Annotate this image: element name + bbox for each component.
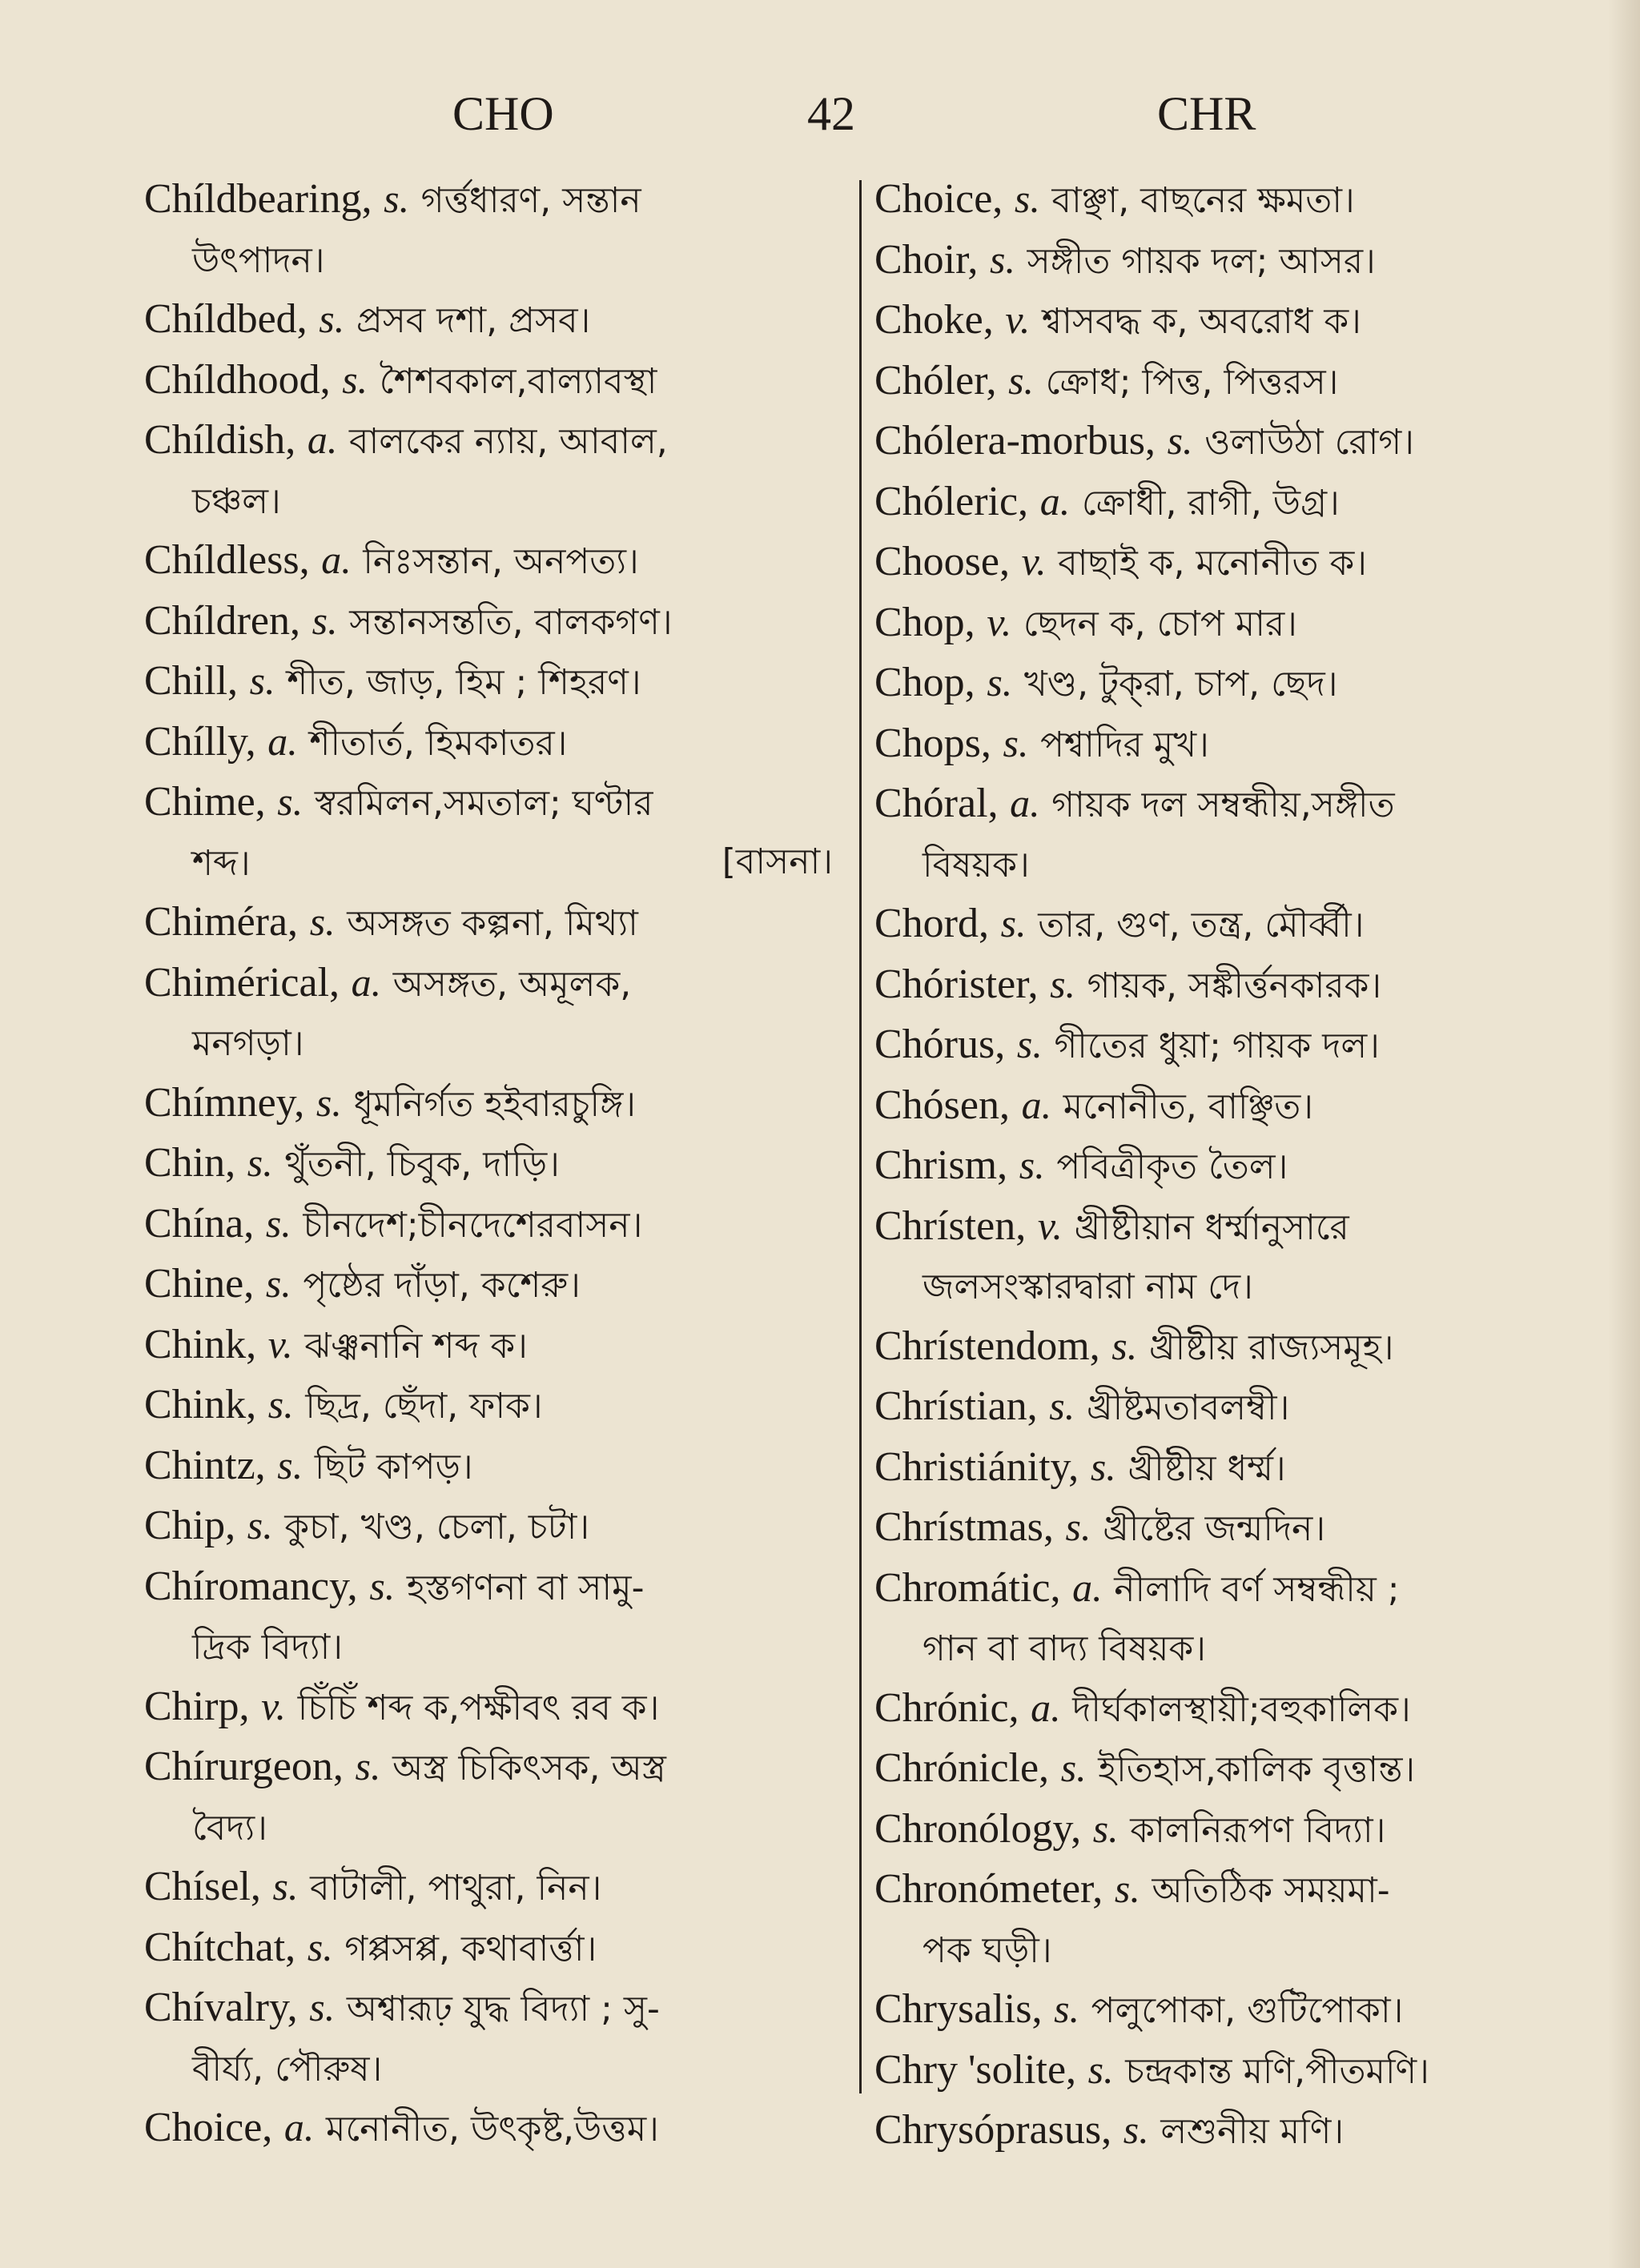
dictionary-entry bbox=[874, 291, 1571, 351]
headword: Chrysóprasus, bbox=[874, 2107, 1112, 2153]
part-of-speech: s. bbox=[265, 1200, 291, 1246]
part-of-speech: v. bbox=[1037, 1202, 1063, 1248]
definition-text: সঙ্গীত গায়ক দল; আসর। bbox=[1027, 240, 1376, 282]
headword: Chord, bbox=[874, 901, 989, 946]
dictionary-entry bbox=[874, 1498, 1571, 1559]
headword: Chítchat, bbox=[144, 1924, 296, 1970]
headword: Chrístian, bbox=[874, 1383, 1038, 1429]
definition-text: পলুপোকা, গুটিপোকা। bbox=[1091, 1990, 1404, 2031]
headword: Chry 'solite, bbox=[874, 2046, 1077, 2093]
headword: Chrístendom, bbox=[874, 1323, 1100, 1369]
definition-text: বীর্য্য, পৌরুষ। bbox=[192, 2048, 383, 2089]
header-right-guideword: CHR bbox=[1157, 87, 1256, 140]
definition-text: শ্বাসবদ্ধ ক, অবরোধ ক। bbox=[1042, 301, 1361, 342]
headword: Chromátic, bbox=[874, 1564, 1061, 1611]
dictionary-entry bbox=[874, 593, 1571, 654]
dictionary-entry bbox=[874, 1739, 1571, 1800]
definition-text: গর্ত্তধারণ, সন্তান bbox=[420, 180, 641, 221]
headword: Chill, bbox=[144, 658, 239, 704]
definition-text: গপ্পসপ্প, কথাবার্ত্তা। bbox=[344, 1928, 597, 1969]
part-of-speech: s. bbox=[1065, 1504, 1091, 1549]
dictionary-entry bbox=[144, 1918, 833, 1979]
part-of-speech: s. bbox=[247, 1140, 273, 1185]
part-of-speech: a. bbox=[351, 959, 382, 1005]
definition-text: খ্রীষ্টের জন্মদিন। bbox=[1103, 1508, 1326, 1549]
part-of-speech: v. bbox=[261, 1683, 287, 1728]
part-of-speech: s. bbox=[355, 1744, 381, 1788]
headword: Chíldbed, bbox=[144, 296, 308, 342]
dictionary-entry bbox=[874, 1679, 1571, 1740]
definition-text: কুচা, খণ্ড, চেলা, চটা। bbox=[284, 1507, 590, 1547]
part-of-speech: s. bbox=[342, 356, 368, 402]
definition-text: খণ্ড, টুক্‌রা, চাপ, ছেদ। bbox=[1023, 664, 1338, 704]
dictionary-entry bbox=[144, 1496, 833, 1557]
headword: Chronómeter, bbox=[874, 1866, 1103, 1912]
definition-text: বাঞ্ছা, বাছনের ক্ষমতা। bbox=[1051, 180, 1355, 221]
column-divider bbox=[859, 180, 862, 2093]
definition-text: নিঃসন্তান, অনপত্য। bbox=[363, 541, 639, 582]
dictionary-entry bbox=[144, 1315, 833, 1376]
part-of-speech: a. bbox=[1031, 1684, 1061, 1730]
entry-continuation bbox=[874, 1619, 1571, 1679]
headword: Chórister, bbox=[874, 961, 1039, 1007]
part-of-speech: s. bbox=[309, 899, 336, 944]
dictionary-entry bbox=[874, 1377, 1571, 1438]
part-of-speech: v. bbox=[267, 1321, 293, 1367]
part-of-speech: s. bbox=[1092, 1805, 1119, 1851]
part-of-speech: a. bbox=[1021, 1082, 1052, 1127]
part-of-speech: v. bbox=[1005, 297, 1031, 342]
definition-text: চন্দ্রকান্ত মণি,পীতমণি। bbox=[1125, 2050, 1429, 2092]
dictionary-entry bbox=[144, 1737, 833, 1798]
headword: Chína, bbox=[144, 1200, 255, 1246]
dictionary-entry bbox=[144, 1194, 833, 1255]
dictionary-entry bbox=[144, 773, 833, 833]
entry-continuation bbox=[144, 833, 833, 893]
headword: Chronólogy, bbox=[874, 1805, 1082, 1852]
part-of-speech: s. bbox=[1090, 1443, 1116, 1489]
definition-text: গায়ক দল সম্বন্ধীয়,সঙ্গীত bbox=[1051, 785, 1395, 825]
definition-text: সন্তানসন্ততি, বালকগণ। bbox=[349, 601, 673, 643]
entry-continuation bbox=[874, 1257, 1571, 1317]
definition-text: অসঙ্গত, অমূলক, bbox=[392, 963, 632, 1005]
part-of-speech: s. bbox=[265, 1261, 291, 1306]
part-of-speech: s. bbox=[1114, 1866, 1140, 1911]
headword: Chílly, bbox=[144, 718, 256, 765]
definition-text: ছিট কাপড়। bbox=[314, 1446, 473, 1487]
part-of-speech: v. bbox=[987, 599, 1012, 644]
definition-text: গীতের ধুয়া; গায়ক দল। bbox=[1054, 1026, 1380, 1066]
headword: Chósen, bbox=[874, 1082, 1010, 1128]
definition-text: শৈশবকাল,বাল্যাবস্থা bbox=[379, 360, 657, 402]
headword: Chímney, bbox=[144, 1079, 305, 1126]
dictionary-entry bbox=[144, 713, 833, 773]
headword: Chrísten, bbox=[874, 1202, 1027, 1249]
part-of-speech: s. bbox=[1167, 418, 1193, 463]
definition-text: দ্রিক বিদ্যা। bbox=[192, 1627, 344, 1668]
dictionary-entry bbox=[874, 1860, 1571, 1921]
definition-text: গায়ক, সঙ্কীর্ত্তনকারক। bbox=[1087, 965, 1382, 1006]
headword: Choir, bbox=[874, 236, 979, 283]
entry-continuation bbox=[144, 231, 833, 291]
dictionary-entry bbox=[144, 531, 833, 592]
dictionary-entry bbox=[144, 290, 833, 351]
dictionary-entry bbox=[874, 472, 1571, 533]
part-of-speech: s. bbox=[1008, 357, 1035, 403]
part-of-speech: s. bbox=[312, 597, 338, 643]
headword: Chíldless, bbox=[144, 537, 310, 583]
dictionary-entry bbox=[874, 714, 1571, 775]
definition-text: অশ্বারূঢ় যুদ্ধ বিদ্যা ; সু- bbox=[346, 1989, 660, 2029]
entry-continuation bbox=[144, 1798, 833, 1858]
part-of-speech: s. bbox=[987, 660, 1013, 704]
headword: Choose, bbox=[874, 539, 1010, 584]
headword: Chóral, bbox=[874, 781, 999, 826]
definition-text: চিঁচিঁ শব্দ ক,পক্ষীবৎ রব ক। bbox=[297, 1687, 660, 1728]
part-of-speech: s. bbox=[277, 1442, 303, 1487]
headword: Chrysalis, bbox=[874, 1986, 1043, 2032]
part-of-speech: s. bbox=[277, 779, 303, 824]
header-left-guideword: CHO bbox=[452, 87, 554, 140]
definition-text: উৎপাদন। bbox=[192, 239, 325, 281]
part-of-speech: a. bbox=[1039, 478, 1071, 524]
dictionary-entry bbox=[144, 1436, 833, 1497]
definition-text: পশ্বাদির মুখ। bbox=[1040, 724, 1209, 765]
definition-text: পক ঘড়ী। bbox=[922, 1929, 1052, 1971]
dictionary-entry bbox=[144, 351, 833, 411]
part-of-speech: s. bbox=[1060, 1745, 1087, 1790]
definition-text: বালকের ন্যায়, আবাল, bbox=[349, 421, 668, 462]
dictionary-entry bbox=[874, 1015, 1571, 1076]
dictionary-entry bbox=[144, 1375, 833, 1436]
dictionary-entry bbox=[874, 1800, 1571, 1861]
definition-text: পৃষ্ঠের দাঁড়া, কশেরু। bbox=[303, 1265, 581, 1306]
headword: Choke, bbox=[874, 297, 994, 343]
dictionary-entry bbox=[144, 411, 833, 472]
part-of-speech: s. bbox=[1054, 1986, 1080, 2031]
definition-text: খ্রীষ্টীয় রাজ্যসমূহ। bbox=[1148, 1327, 1394, 1368]
definition-text: বাছাই ক, মনোনীত ক। bbox=[1058, 543, 1368, 584]
part-of-speech: s. bbox=[1000, 901, 1027, 945]
part-of-speech: s. bbox=[1019, 1142, 1045, 1187]
carried-over-text: [বাসনা। bbox=[722, 841, 833, 882]
left-column bbox=[144, 170, 833, 2159]
part-of-speech: s. bbox=[249, 658, 275, 703]
page-header bbox=[0, 86, 1640, 151]
definition-text: নীলাদি বর্ণ সম্বন্ধীয় ; bbox=[1114, 1568, 1400, 1610]
definition-text: থুঁতনী, চিবুক, দাড়ি। bbox=[284, 1144, 560, 1185]
part-of-speech: s. bbox=[1087, 2046, 1114, 2092]
definition-text: জলসংস্কারদ্বারা নাম দে। bbox=[922, 1266, 1253, 1307]
definition-text: ক্রোধ; পিত্ত, পিত্তরস। bbox=[1045, 361, 1339, 403]
part-of-speech: s. bbox=[1050, 961, 1076, 1006]
dictionary-entry bbox=[144, 953, 833, 1014]
dictionary-entry bbox=[874, 2101, 1571, 2162]
definition-text: প্রসব দশা, প্রসব। bbox=[356, 300, 591, 341]
part-of-speech: s. bbox=[1049, 1383, 1075, 1428]
part-of-speech: a. bbox=[1072, 1564, 1103, 1610]
dictionary-entry bbox=[144, 1978, 833, 2039]
part-of-speech: a. bbox=[321, 537, 352, 582]
dictionary-entry bbox=[874, 532, 1571, 593]
part-of-speech: s. bbox=[1016, 1022, 1043, 1066]
headword: Chrónicle, bbox=[874, 1745, 1050, 1791]
headword: Chórus, bbox=[874, 1022, 1006, 1067]
dictionary-entry bbox=[874, 1438, 1571, 1499]
headword: Chrism, bbox=[874, 1142, 1008, 1188]
entry-continuation bbox=[874, 1921, 1571, 1981]
headword: Chólera-morbus, bbox=[874, 418, 1156, 464]
headword: Chop, bbox=[874, 660, 975, 705]
definition-text: শীত, জাড়, হিম ; শিহরণ। bbox=[287, 662, 641, 703]
definition-text: ইতিহাস,কালিক বৃত্তান্ত। bbox=[1098, 1749, 1416, 1790]
definition-text: ধূমনির্গত হইবারচুঙ্গি। bbox=[353, 1083, 636, 1125]
dictionary-entry bbox=[144, 170, 833, 231]
dictionary-entry bbox=[144, 1254, 833, 1315]
definition-text: খ্রীষ্টীয়ান ধর্ম্মানুসারে bbox=[1074, 1206, 1349, 1248]
headword: Chops, bbox=[874, 720, 991, 766]
definition-text: শীতার্ত, হিমকাতর। bbox=[309, 722, 568, 764]
dictionary-entry bbox=[144, 2098, 833, 2159]
definition-text: অসঙ্গত কল্পনা, মিথ্যা bbox=[347, 903, 638, 944]
part-of-speech: a. bbox=[1010, 781, 1040, 825]
entry-continuation bbox=[144, 1014, 833, 1074]
definition-text: মনোনীত, বাঞ্ছিত। bbox=[1063, 1086, 1313, 1127]
definition-text: তার, গুণ, তন্ত্র, মৌর্ব্বী। bbox=[1038, 905, 1365, 945]
dictionary-entry bbox=[874, 411, 1571, 472]
definition-text: বৈদ্য। bbox=[192, 1807, 267, 1849]
dictionary-entry bbox=[144, 1677, 833, 1738]
definition-text: ছেদন ক, চোপ মার। bbox=[1023, 603, 1297, 644]
headword: Chísel, bbox=[144, 1864, 261, 1909]
dictionary-entry bbox=[144, 1557, 833, 1618]
definition-text: লশুনীয় মণি। bbox=[1160, 2111, 1345, 2152]
definition-text: দীর্ঘকালস্থায়ী;বহুকালিক। bbox=[1072, 1688, 1411, 1730]
headword: Chóleric, bbox=[874, 478, 1029, 524]
definition-text: খ্রীষ্টমতাবলম্বী। bbox=[1086, 1387, 1290, 1428]
headword: Christiánity, bbox=[874, 1443, 1079, 1490]
entry-continuation bbox=[874, 835, 1571, 895]
part-of-speech: a. bbox=[307, 417, 338, 462]
headword: Chóler, bbox=[874, 357, 997, 403]
headword: Chiméra, bbox=[144, 899, 299, 945]
headword: Choice, bbox=[144, 2105, 273, 2150]
definition-text: মনোনীত, উৎকৃষ্ট,উত্তম। bbox=[326, 2109, 659, 2150]
part-of-speech: s. bbox=[307, 1924, 333, 1969]
headword: Chime, bbox=[144, 779, 266, 825]
dictionary-entry bbox=[874, 894, 1571, 955]
headword: Chintz, bbox=[144, 1442, 266, 1488]
part-of-speech: a. bbox=[283, 2105, 315, 2150]
definition-text: বাটালী, পাথুরা, নিন। bbox=[310, 1868, 602, 1909]
definition-text: গান বা বাদ্য বিষয়ক। bbox=[922, 1628, 1206, 1669]
part-of-speech: s. bbox=[272, 1864, 299, 1909]
part-of-speech: s. bbox=[1014, 176, 1040, 221]
dictionary-entry bbox=[144, 652, 833, 713]
headword: Chine, bbox=[144, 1261, 255, 1307]
dictionary-entry bbox=[874, 653, 1571, 714]
definition-text: ওলাউঠা রোগ। bbox=[1204, 422, 1415, 463]
dictionary-entry bbox=[874, 170, 1571, 231]
part-of-speech: s. bbox=[267, 1382, 294, 1427]
headword: Chip, bbox=[144, 1503, 236, 1548]
dictionary-entry bbox=[144, 1134, 833, 1194]
dictionary-entry bbox=[874, 1317, 1571, 1378]
headword: Chrónic, bbox=[874, 1684, 1019, 1731]
definition-text: ক্রোধী, রাগী, উগ্র। bbox=[1081, 482, 1340, 524]
definition-text: খ্রীষ্টীয় ধর্ম্ম। bbox=[1128, 1447, 1286, 1489]
headword: Chíldish, bbox=[144, 417, 296, 463]
headword: Chíromancy, bbox=[144, 1563, 358, 1609]
definition-text: অস্ত্র চিকিৎসক, অস্ত্র bbox=[392, 1748, 666, 1788]
headword: Chíldbearing, bbox=[144, 176, 372, 222]
definition-text: অতিঠিক সময়মা- bbox=[1152, 1870, 1390, 1911]
headword: Chrístmas, bbox=[874, 1504, 1054, 1550]
part-of-speech: s. bbox=[309, 1985, 336, 2029]
definition-text: পবিত্রীকৃত তৈল। bbox=[1056, 1146, 1288, 1187]
part-of-speech: s. bbox=[316, 1079, 342, 1125]
dictionary-entry bbox=[874, 955, 1571, 1016]
entry-continuation bbox=[144, 1617, 833, 1677]
part-of-speech: s. bbox=[247, 1503, 273, 1547]
dictionary-entry bbox=[874, 231, 1571, 291]
headword: Chin, bbox=[144, 1140, 236, 1186]
headword: Chink, bbox=[144, 1382, 257, 1427]
part-of-speech: s. bbox=[319, 296, 345, 341]
entry-continuation bbox=[144, 2039, 833, 2099]
dictionary-entry bbox=[874, 1980, 1571, 2041]
part-of-speech: s. bbox=[1123, 2107, 1149, 2152]
headword: Chirp, bbox=[144, 1683, 250, 1729]
headword: Chívalry, bbox=[144, 1985, 298, 2030]
headword: Chíldren, bbox=[144, 597, 300, 644]
part-of-speech: s. bbox=[1111, 1323, 1138, 1368]
dictionary-entry bbox=[874, 774, 1571, 835]
part-of-speech: s. bbox=[1003, 720, 1029, 765]
right-column bbox=[874, 170, 1571, 2162]
headword: Chírurgeon, bbox=[144, 1744, 344, 1789]
dictionary-entry bbox=[144, 893, 833, 953]
definition-text: ছিদ্র, ছেঁদা, ফাক। bbox=[305, 1386, 543, 1427]
definition-text: চীনদেশ;চীনদেশেরবাসন। bbox=[303, 1204, 643, 1246]
part-of-speech: a. bbox=[267, 718, 298, 764]
dictionary-entry bbox=[874, 2041, 1571, 2101]
dictionary-entry bbox=[144, 592, 833, 652]
definition-text: মনগড়া। bbox=[192, 1023, 304, 1064]
page-edge-shadow bbox=[1608, 0, 1640, 2268]
definition-text: চঞ্চল। bbox=[192, 480, 281, 522]
dictionary-entry bbox=[874, 1197, 1571, 1258]
dictionary-entry bbox=[874, 1559, 1571, 1620]
part-of-speech: s. bbox=[384, 176, 410, 221]
headword: Choice, bbox=[874, 176, 1003, 222]
part-of-speech: s. bbox=[990, 236, 1015, 282]
definition-text: স্বরমিলন,সমতাল; ঘণ্টার bbox=[314, 783, 653, 824]
definition-text: হস্তগণনা বা সামু- bbox=[406, 1567, 645, 1608]
definition-text: ঝঞ্ঝনানি শব্দ ক। bbox=[304, 1325, 528, 1367]
page-number: 42 bbox=[807, 87, 855, 140]
dictionary-entry bbox=[874, 351, 1571, 412]
definition-text: শব্দ। bbox=[192, 842, 251, 884]
headword: Chimérical, bbox=[144, 959, 340, 1006]
part-of-speech: v. bbox=[1021, 539, 1047, 584]
dictionary-entry bbox=[144, 1074, 833, 1134]
headword: Chíldhood, bbox=[144, 356, 331, 403]
dictionary-entry bbox=[874, 1076, 1571, 1137]
dictionary-entry bbox=[874, 1136, 1571, 1197]
headword: Chop, bbox=[874, 599, 975, 645]
definition-text: বিষয়ক। bbox=[922, 844, 1030, 885]
entry-continuation bbox=[144, 472, 833, 532]
definition-text: কালনিরূপণ বিদ্যা। bbox=[1130, 1809, 1386, 1851]
part-of-speech: s. bbox=[369, 1563, 396, 1608]
dictionary-entry bbox=[144, 1857, 833, 1918]
headword: Chink, bbox=[144, 1321, 257, 1367]
